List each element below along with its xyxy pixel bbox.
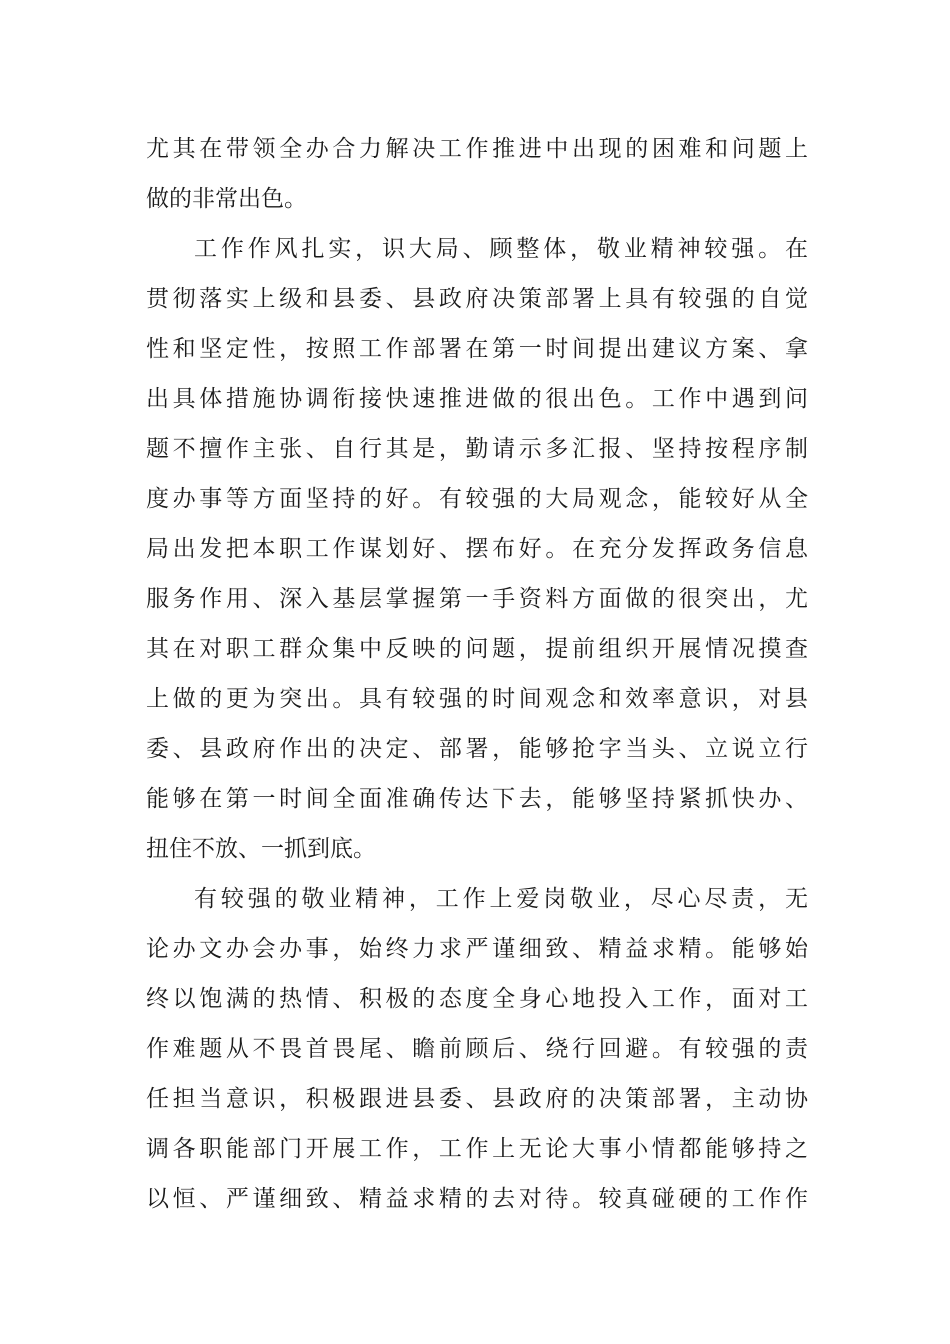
paragraph-line: 以恒、严谨细致、精益求精的去对待。较真碰硬的工作作 [146, 1186, 808, 1212]
paragraph-line: 工作作风扎实，识大局、顾整体，敬业精神较强。在 [194, 236, 808, 262]
paragraph-line: 出具体措施协调衔接快速推进做的很出色。工作中遇到问 [146, 386, 808, 412]
paragraph-line: 任担当意识，积极跟进县委、县政府的决策部署，主动协 [146, 1086, 808, 1112]
paragraph-line: 作难题从不畏首畏尾、瞻前顾后、绕行回避。有较强的责 [146, 1036, 808, 1062]
paragraph-line: 委、县政府作出的决定、部署，能够抢字当头、立说立行 [146, 736, 808, 762]
paragraph-line: 局出发把本职工作谋划好、摆布好。在充分发挥政务信息 [146, 536, 808, 562]
paragraph-line: 题不擅作主张、自行其是，勤请示多汇报、坚持按程序制 [146, 436, 808, 462]
paragraph-line: 终以饱满的热情、积极的态度全身心地投入工作，面对工 [146, 986, 808, 1012]
paragraph-line: 其在对职工群众集中反映的问题，提前组织开展情况摸查 [146, 636, 808, 662]
paragraph-line: 贯彻落实上级和县委、县政府决策部署上具有较强的自觉 [146, 286, 808, 312]
paragraph-line: 服务作用、深入基层掌握第一手资料方面做的很突出，尤 [146, 586, 808, 612]
paragraph-line: 尤其在带领全办合力解决工作推进中出现的困难和问题上 [146, 136, 808, 162]
paragraph-line: 上做的更为突出。具有较强的时间观念和效率意识，对县 [146, 686, 808, 712]
body-text [146, 124, 808, 1224]
paragraph-line: 调各职能部门开展工作，工作上无论大事小情都能够持之 [146, 1136, 808, 1162]
paragraph-line: 扭住不放、一抓到底。 [146, 836, 376, 862]
paragraph-line: 性和坚定性，按照工作部署在第一时间提出建议方案、拿 [146, 336, 808, 362]
paragraph-line: 能够在第一时间全面准确传达下去，能够坚持紧抓快办、 [146, 786, 808, 812]
paragraph-line: 做的非常出色。 [146, 186, 307, 212]
paragraph-line: 有较强的敬业精神，工作上爱岗敬业，尽心尽责，无 [194, 886, 808, 912]
paragraph-line: 度办事等方面坚持的好。有较强的大局观念，能较好从全 [146, 486, 808, 512]
paragraph-line: 论办文办会办事，始终力求严谨细致、精益求精。能够始 [146, 936, 808, 962]
